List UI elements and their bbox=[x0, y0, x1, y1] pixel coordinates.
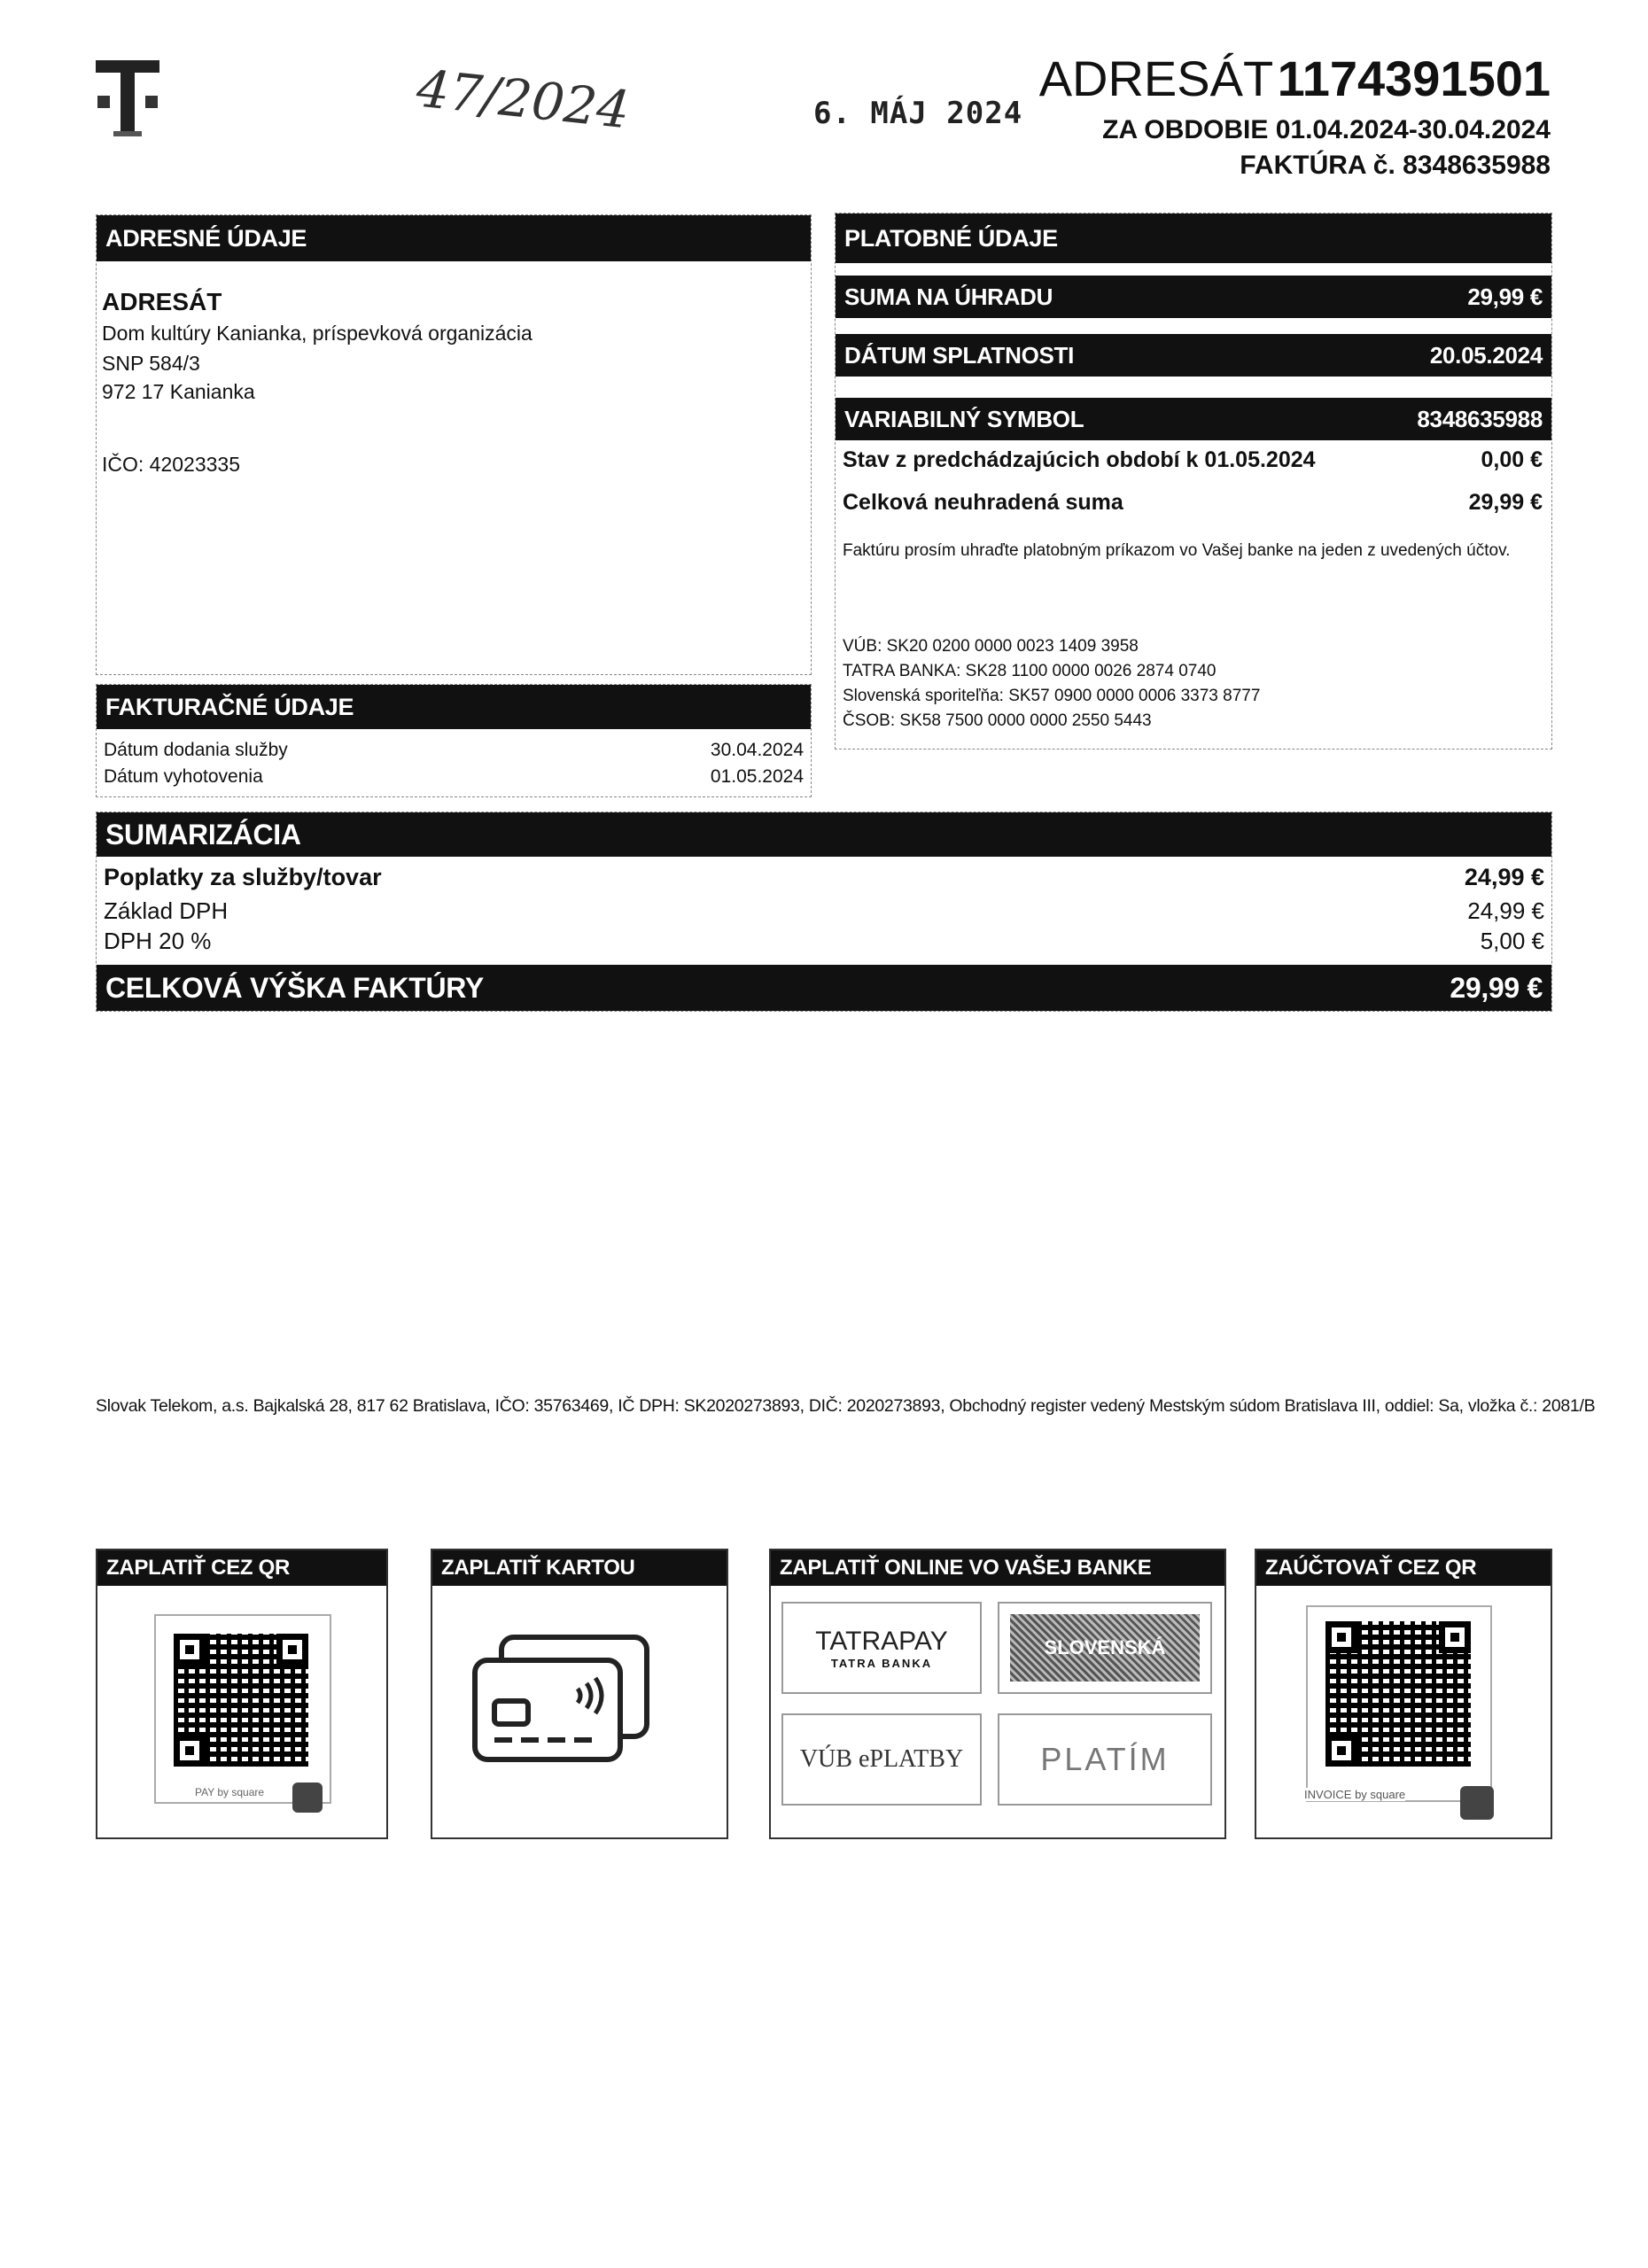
invoice-total-row bbox=[97, 965, 1551, 1011]
delivery-date-label: Dátum dodania služby bbox=[104, 740, 288, 760]
square-logo-icon bbox=[292, 1783, 323, 1813]
fees-label: Poplatky za služby/tovar bbox=[104, 864, 382, 890]
recipient-city: 972 17 Kanianka bbox=[102, 380, 255, 403]
recipient-name: Dom kultúry Kanianka, príspevková organizácia bbox=[102, 322, 532, 345]
billing-title-text: FAKTURAČNÉ ÚDAJE bbox=[105, 693, 354, 720]
invoice-by-square-label: INVOICE by square bbox=[1304, 1788, 1406, 1801]
vat-base-row bbox=[104, 897, 1544, 925]
previous-balance-label: Stav z predchádzajúcich období k 01.05.2024 bbox=[843, 447, 1316, 472]
company-info: Slovak Telekom, a.s. Bajkalská 28, 817 62 Bratislava, IČO: 35763469, IČ DPH: SK2020273893, DIČ: 2020273893, Obchodný register vedený Mestským súdom Bratislava III, oddiel: Sa, vložka č.: 2081/B bbox=[96, 1396, 1596, 1416]
square-logo-icon bbox=[1460, 1786, 1494, 1820]
tatrapay-bank-text: TATRA BANKA bbox=[830, 1656, 933, 1670]
vat-value: 5,00 € bbox=[1480, 928, 1544, 954]
received-stamp: 6. MÁJ 2024 bbox=[813, 96, 1023, 131]
previous-balance-row bbox=[843, 447, 1543, 473]
recipient-street: SNP 584/3 bbox=[102, 352, 200, 375]
bank-account-csob: ČSOB: SK58 7500 0000 0000 2550 5443 bbox=[843, 711, 1152, 730]
billing-section bbox=[96, 684, 812, 797]
pay-qr-title bbox=[97, 1550, 386, 1586]
slovenska-logo-block bbox=[1010, 1614, 1200, 1682]
vat-row bbox=[104, 928, 1544, 955]
address-section bbox=[96, 214, 812, 675]
adresat-header bbox=[1039, 50, 1551, 107]
invoice-number: FAKTÚRA č. 8348635988 bbox=[1240, 151, 1551, 180]
invoice-qr-code[interactable] bbox=[1325, 1621, 1471, 1767]
amount-due-label: SUMA NA ÚHRADU bbox=[844, 283, 1053, 310]
summary-section bbox=[96, 812, 1552, 1012]
qr-finder-icon bbox=[1325, 1621, 1357, 1653]
vub-eplatby-button[interactable] bbox=[781, 1713, 982, 1806]
invoice-total-value: 29,99 € bbox=[1450, 971, 1543, 1004]
issue-date-row bbox=[104, 766, 804, 788]
fees-row bbox=[104, 864, 1544, 891]
previous-balance-value: 0,00 € bbox=[1481, 447, 1543, 472]
vat-base-value: 24,99 € bbox=[1467, 897, 1544, 924]
variable-symbol-row bbox=[836, 398, 1551, 440]
invoice-qr-title-text: ZAÚČTOVAŤ CEZ QR bbox=[1265, 1556, 1477, 1580]
adresat-header-number: 1174391501 bbox=[1277, 50, 1551, 106]
due-date-value: 20.05.2024 bbox=[1429, 341, 1543, 369]
pay-card-title-text: ZAPLATIŤ KARTOU bbox=[441, 1556, 635, 1580]
qr-finder-icon bbox=[174, 1634, 206, 1666]
pay-qr-panel bbox=[96, 1549, 388, 1839]
recipient-ico: IČO: 42023335 bbox=[102, 453, 241, 476]
invoice-qr-panel bbox=[1255, 1549, 1552, 1839]
pay-card-title bbox=[432, 1550, 727, 1586]
amount-due-value: 29,99 € bbox=[1467, 283, 1543, 310]
bank-account-tatra: TATRA BANKA: SK28 1100 0000 0026 2874 0740 bbox=[843, 662, 1217, 680]
invoice-total-label: CELKOVÁ VÝŠKA FAKTÚRY bbox=[105, 971, 484, 1004]
total-unpaid-label: Celková neuhradená suma bbox=[843, 490, 1123, 515]
variable-symbol-value: 8348635988 bbox=[1417, 405, 1543, 432]
fees-value: 24,99 € bbox=[1464, 864, 1544, 890]
payment-note: Faktúru prosím uhraďte platobným príkazom vo Vašej banke na jeden z uvedených účtov. bbox=[843, 541, 1511, 560]
due-date-label: DÁTUM SPLATNOSTI bbox=[844, 341, 1075, 369]
pay-online-title-text: ZAPLATIŤ ONLINE VO VAŠEJ BANKE bbox=[780, 1556, 1152, 1580]
slovenska-logo-text: SLOVENSKÁ bbox=[1044, 1636, 1166, 1658]
summary-title-text: SUMARIZÁCIA bbox=[105, 818, 301, 850]
address-title bbox=[97, 215, 811, 261]
qr-finder-icon bbox=[1439, 1621, 1471, 1653]
payment-section bbox=[835, 213, 1552, 750]
pay-qr-frame bbox=[154, 1614, 331, 1804]
pay-online-panel bbox=[769, 1549, 1226, 1839]
platim-logo-text: PLATÍM bbox=[1040, 1741, 1170, 1777]
telekom-logo-icon bbox=[96, 57, 159, 138]
variable-symbol-label: VARIABILNÝ SYMBOL bbox=[844, 405, 1084, 432]
pay-online-title bbox=[771, 1550, 1224, 1586]
qr-finder-icon bbox=[1325, 1735, 1357, 1767]
address-title-text: ADRESNÉ ÚDAJE bbox=[105, 224, 307, 252]
summary-title bbox=[97, 812, 1551, 857]
vat-label: DPH 20 % bbox=[104, 928, 212, 954]
total-unpaid-value: 29,99 € bbox=[1468, 490, 1543, 515]
tatrapay-button[interactable] bbox=[781, 1602, 982, 1694]
payment-title bbox=[836, 214, 1551, 263]
qr-finder-icon bbox=[276, 1634, 308, 1666]
vat-base-label: Základ DPH bbox=[104, 897, 229, 924]
amount-due-row bbox=[836, 276, 1551, 318]
pay-qr-code[interactable] bbox=[174, 1634, 308, 1767]
pay-by-square-label: PAY by square bbox=[195, 1786, 265, 1798]
handwritten-note: 47/2024 bbox=[414, 58, 633, 141]
adresat-header-label: ADRESÁT bbox=[1038, 50, 1274, 106]
delivery-date-row bbox=[104, 740, 804, 761]
platim-button[interactable] bbox=[998, 1713, 1212, 1806]
due-date-row bbox=[836, 334, 1551, 377]
recipient-label: ADRESÁT bbox=[102, 288, 222, 315]
bank-account-slsp: Slovenská sporiteľňa: SK57 0900 0000 0006 3373 8777 bbox=[843, 687, 1261, 705]
vub-eplatby-logo-text: VÚB ePLATBY bbox=[799, 1745, 964, 1773]
invoice-qr-frame bbox=[1306, 1605, 1492, 1802]
qr-finder-icon bbox=[174, 1735, 206, 1767]
billing-title bbox=[97, 685, 811, 729]
invoice-qr-title bbox=[1256, 1550, 1551, 1586]
pay-card-panel bbox=[431, 1549, 728, 1839]
bank-account-vub: VÚB: SK20 0200 0000 0023 1409 3958 bbox=[843, 637, 1139, 656]
pay-qr-title-text: ZAPLATIŤ CEZ QR bbox=[106, 1556, 291, 1580]
issue-date-value: 01.05.2024 bbox=[710, 766, 804, 787]
payment-title-text: PLATOBNÉ ÚDAJE bbox=[844, 224, 1058, 252]
billing-period: ZA OBDOBIE 01.04.2024-30.04.2024 bbox=[1102, 115, 1551, 144]
slovenska-sporitelna-button[interactable] bbox=[998, 1602, 1212, 1694]
delivery-date-value: 30.04.2024 bbox=[710, 740, 804, 760]
issue-date-label: Dátum vyhotovenia bbox=[104, 766, 263, 787]
credit-card-icon[interactable] bbox=[468, 1630, 654, 1763]
tatrapay-logo-text: TATRAPAY bbox=[815, 1626, 948, 1656]
total-unpaid-row bbox=[843, 490, 1543, 516]
